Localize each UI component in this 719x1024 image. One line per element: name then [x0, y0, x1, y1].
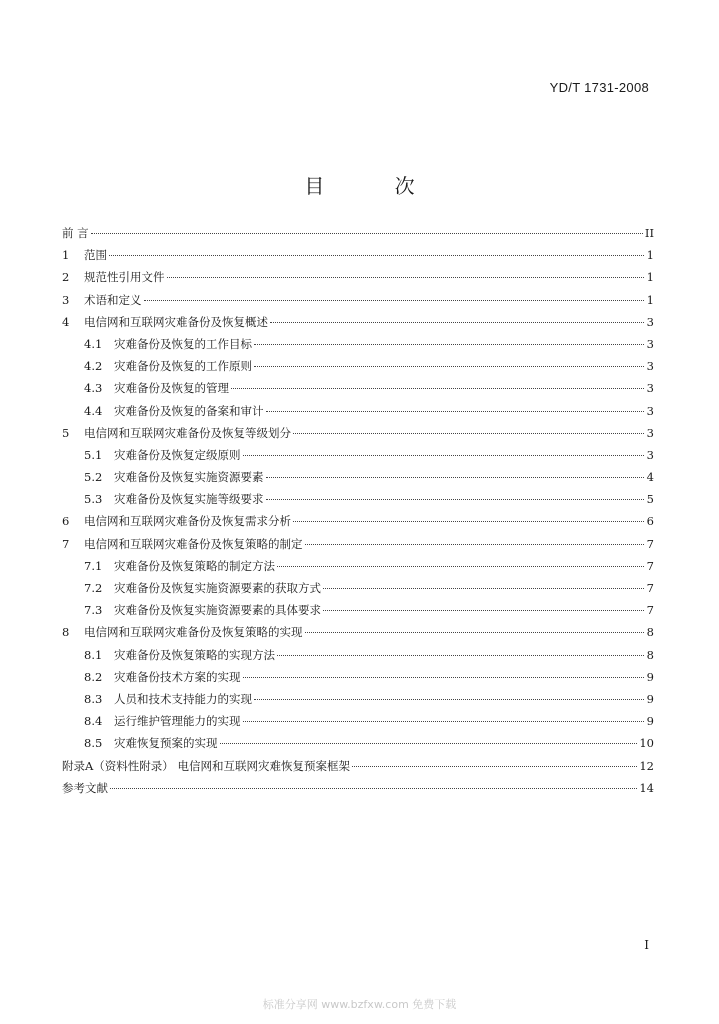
page-number: I — [644, 938, 649, 952]
toc-leader-dots — [277, 566, 644, 567]
toc-entry-page: 8 — [646, 647, 654, 662]
toc-entry-title: 电信网和互联网灾难备份及恢复策略的实现 — [84, 625, 303, 640]
toc-entry-page: 1 — [646, 248, 654, 263]
toc-leader-dots — [167, 277, 645, 278]
toc-leader-dots — [266, 499, 645, 500]
toc-entry-title: 灾难备份及恢复策略的实现方法 — [114, 647, 275, 662]
toc-entry-title: 前 言 — [62, 226, 89, 240]
toc-entry-page: 7 — [646, 603, 654, 618]
toc-entry-title: 灾难备份及恢复实施等级要求 — [114, 492, 264, 507]
toc-entry[interactable] — [62, 289, 654, 311]
toc-leader-dots — [91, 233, 643, 234]
toc-entry-number: 5 — [62, 425, 70, 440]
toc-leader-dots — [220, 743, 638, 744]
toc-entry-title: 电信网和互联网灾难备份及恢复概述 — [84, 314, 268, 329]
toc-entry-page: 9 — [646, 669, 654, 684]
toc-leader-dots — [254, 344, 644, 345]
toc-entry-number: 4.2 — [84, 359, 103, 374]
toc-leader-dots — [266, 411, 645, 412]
toc-leader-dots — [277, 655, 644, 656]
toc-entry[interactable] — [62, 222, 654, 244]
toc-entry-title: 术语和定义 — [84, 292, 142, 307]
toc-entry-title: 电信网和互联网灾难备份及恢复需求分析 — [84, 514, 291, 529]
toc-entry-title: 灾难备份及恢复策略的制定方法 — [114, 558, 275, 573]
toc-entry-title: 范围 — [84, 248, 107, 263]
toc-leader-dots — [270, 322, 644, 323]
toc-entry[interactable] — [62, 644, 654, 666]
toc-leader-dots — [144, 300, 645, 301]
toc-entry[interactable] — [62, 377, 654, 399]
toc-leader-dots — [254, 366, 644, 367]
toc-entry-number: 8.1 — [84, 647, 103, 662]
toc-leader-dots — [266, 477, 645, 478]
toc-leader-dots — [110, 788, 637, 789]
toc-entry-title: 运行维护管理能力的实现 — [114, 714, 241, 729]
toc-leader-dots — [243, 677, 645, 678]
watermark: 标准分享网 www.bzfxw.com 免费下载 — [262, 998, 457, 1011]
toc-entry-title: 灾难备份及恢复实施资源要素的获取方式 — [114, 581, 321, 595]
toc-entry-title: 参考文献 — [62, 780, 108, 795]
toc-entry-page: 3 — [646, 447, 654, 462]
toc-entry-number: 3 — [62, 292, 70, 307]
toc-entry-page: 10 — [639, 736, 654, 751]
toc-entry-title: 灾难恢复预案的实现 — [114, 736, 218, 751]
toc-entry-number: 8 — [62, 625, 70, 640]
toc-entry-page: 3 — [646, 359, 654, 374]
toc-entry-title: 附录A（资料性附录） 电信网和互联网灾难恢复预案框架 — [62, 758, 350, 773]
toc-entry-page: 9 — [646, 691, 654, 706]
toc-entry-page: 8 — [646, 625, 654, 640]
toc-leader-dots — [293, 521, 644, 522]
toc-leader-dots — [231, 388, 644, 389]
toc-entry[interactable] — [62, 732, 654, 754]
toc-entry[interactable] — [62, 755, 654, 777]
toc-entry-number: 4 — [62, 314, 70, 329]
toc-entry[interactable] — [62, 688, 654, 710]
toc-entry[interactable] — [62, 444, 654, 466]
toc-entry[interactable] — [62, 466, 654, 488]
toc-entry-page: 5 — [646, 492, 654, 507]
toc-entry-number: 5.3 — [84, 492, 103, 507]
toc-entry-page: 14 — [639, 780, 654, 795]
toc-entry-number: 8.2 — [84, 669, 103, 684]
toc-leader-dots — [323, 588, 644, 589]
toc-entry-page: 6 — [646, 514, 654, 529]
toc-entry[interactable] — [62, 488, 654, 510]
toc-entry-number: 6 — [62, 514, 70, 529]
toc-leader-dots — [305, 544, 645, 545]
toc-entry-page: 3 — [646, 314, 654, 329]
toc-entry[interactable] — [62, 333, 654, 355]
toc-entry-title: 电信网和互联网灾难备份及恢复策略的制定 — [84, 536, 303, 551]
toc-entry-page: 12 — [639, 758, 654, 773]
table-of-contents — [62, 222, 654, 799]
toc-entry-number: 4.3 — [84, 381, 103, 396]
toc-entry[interactable] — [62, 422, 654, 444]
toc-entry-number: 4.1 — [84, 336, 103, 351]
toc-entry-page: 3 — [646, 425, 654, 440]
toc-leader-dots — [305, 632, 645, 633]
toc-entry-page: 7 — [646, 536, 654, 551]
document-code: YD/T 1731-2008 — [549, 80, 649, 95]
toc-entry[interactable] — [62, 577, 654, 599]
toc-leader-dots — [109, 255, 644, 256]
toc-entry-page: 1 — [646, 292, 654, 307]
toc-leader-dots — [352, 766, 637, 767]
toc-entry-title: 灾难备份及恢复实施资源要素 — [114, 470, 264, 485]
toc-entry-title: 灾难备份及恢复的工作原则 — [114, 359, 252, 374]
toc-entry-number: 8.3 — [84, 691, 103, 706]
toc-entry-title: 灾难备份及恢复实施资源要素的具体要求 — [114, 603, 321, 618]
toc-entry-number: 7.3 — [84, 603, 103, 618]
toc-entry[interactable] — [62, 710, 654, 732]
toc-leader-dots — [254, 699, 644, 700]
toc-leader-dots — [243, 455, 645, 456]
toc-entry[interactable] — [62, 510, 654, 532]
toc-entry-title: 电信网和互联网灾难备份及恢复等级划分 — [84, 425, 291, 440]
toc-entry[interactable] — [62, 311, 654, 333]
toc-entry-title: 规范性引用文件 — [84, 270, 165, 285]
toc-leader-dots — [293, 433, 644, 434]
toc-entry-page: II — [644, 226, 654, 240]
toc-entry-page: 3 — [646, 381, 654, 396]
toc-entry-number: 4.4 — [84, 403, 103, 418]
toc-entry-title: 灾难备份技术方案的实现 — [114, 669, 241, 684]
toc-entry-title: 人员和技术支持能力的实现 — [114, 691, 252, 706]
toc-entry-page: 4 — [646, 470, 654, 485]
toc-entry[interactable] — [62, 621, 654, 643]
toc-entry-page: 9 — [646, 714, 654, 729]
toc-entry[interactable] — [62, 244, 654, 266]
toc-entry[interactable] — [62, 355, 654, 377]
toc-entry-number: 8.5 — [84, 736, 103, 751]
toc-entry[interactable] — [62, 555, 654, 577]
toc-entry[interactable] — [62, 777, 654, 799]
toc-entry[interactable] — [62, 666, 654, 688]
toc-entry-number: 7.2 — [84, 581, 103, 595]
toc-entry[interactable] — [62, 599, 654, 621]
toc-leader-dots — [243, 721, 645, 722]
toc-entry-number: 7.1 — [84, 558, 103, 573]
toc-entry-page: 7 — [646, 558, 654, 573]
toc-entry-page: 3 — [646, 403, 654, 418]
toc-entry-number: 8.4 — [84, 714, 103, 729]
toc-entry-title: 灾难备份及恢复的工作目标 — [114, 336, 252, 351]
toc-entry-page: 1 — [646, 270, 654, 285]
toc-entry[interactable] — [62, 400, 654, 422]
toc-entry-number: 1 — [62, 248, 70, 263]
toc-entry-title: 灾难备份及恢复定级原则 — [114, 447, 241, 462]
toc-entry-number: 5.2 — [84, 470, 103, 485]
toc-entry-title: 灾难备份及恢复的管理 — [114, 381, 229, 396]
toc-entry-page: 3 — [646, 336, 654, 351]
toc-entry-number: 7 — [62, 536, 70, 551]
toc-title: 目 次 — [304, 174, 447, 198]
toc-entry-title: 灾难备份及恢复的备案和审计 — [114, 403, 264, 418]
toc-entry[interactable] — [62, 533, 654, 555]
toc-entry[interactable] — [62, 266, 654, 288]
toc-entry-page: 7 — [646, 581, 654, 595]
toc-leader-dots — [323, 610, 644, 611]
toc-entry-number: 5.1 — [84, 447, 103, 462]
toc-entry-number: 2 — [62, 270, 70, 285]
